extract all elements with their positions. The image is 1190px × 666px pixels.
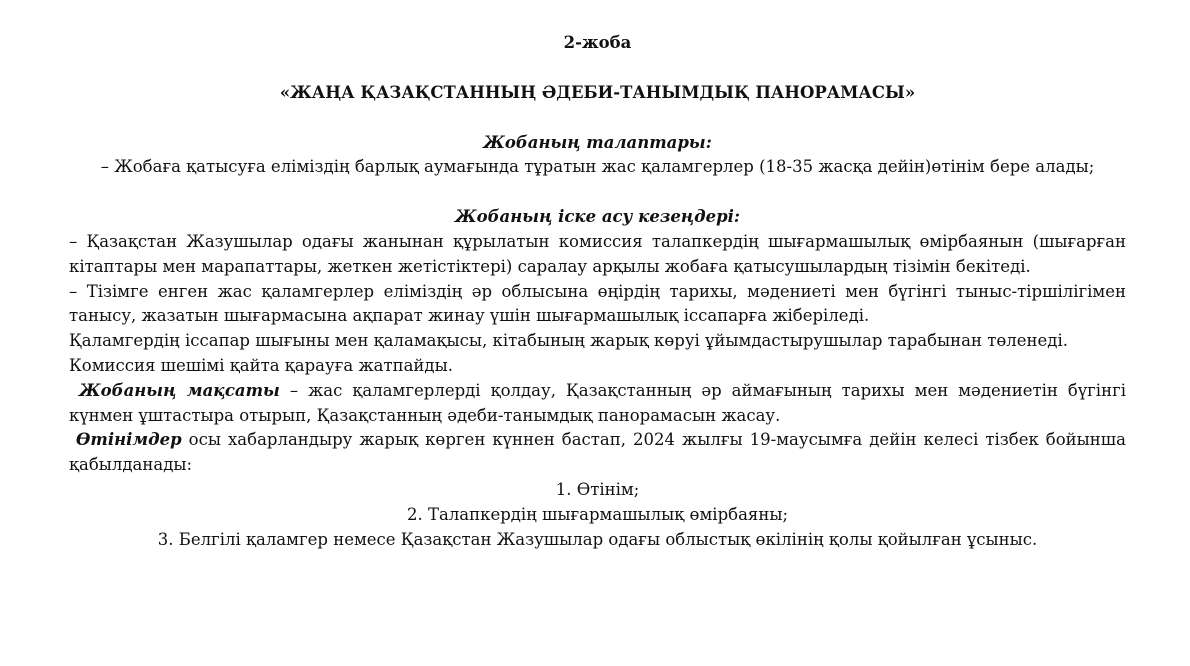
spacer bbox=[69, 180, 1126, 205]
spacer bbox=[69, 106, 1126, 131]
applications-list bbox=[69, 478, 1126, 552]
stages-heading: Жобаның іске асу кезеңдері: bbox=[454, 207, 741, 227]
spacer bbox=[69, 56, 1126, 81]
applications-paragraph bbox=[69, 428, 1126, 478]
project-number: 2-жоба bbox=[563, 33, 632, 52]
applications-label: Өтінімдер bbox=[76, 430, 182, 450]
stages-item: Қаламгердің іссапар шығыны мен қаламақысы, кітабының жарық көруі ұйымдастырушылар тарабынан төленеді. bbox=[69, 331, 1068, 351]
goal-paragraph bbox=[69, 379, 1126, 429]
list-item: 3. Белгілі қаламгер немесе Қазақстан Жазушылар одағы облыстық өкілінің қолы қойылған ұсыныс. bbox=[157, 529, 1038, 549]
list-item: 1. Өтінім; bbox=[555, 479, 640, 499]
document-title: «ЖАҢА ҚАЗАҚСТАННЫҢ ӘДЕБИ-ТАНЫМДЫҚ ПАНОРАМАСЫ» bbox=[279, 82, 916, 102]
requirements-heading: Жобаның талаптары: bbox=[483, 132, 712, 152]
stages-item: – Тізімге енген жас қаламгерлер еліміздің әр облысына өңірдің тарихы, мәдениеті мен бүгінгі тыныс-тіршілігімен танысу, жазатын шығармасына ақпарат жинау үшін шығармашылық іссапарға жіберіледі. bbox=[69, 281, 1126, 326]
applications-text: осы хабарландыру жарық көрген күннен бастап, 2024 жылғы 19-маусымға дейін келесі тізбек бойынша қабылданады: bbox=[69, 430, 1126, 475]
goal-text: – жас қаламгерлерді қолдау, Қазақстанның әр аймағының тарихы мен мәдениетін бүгінгі күнмен ұштастыра отырып, Қазақстанның әдеби-танымдық панорамасын жасау. bbox=[69, 380, 1127, 425]
list-item: 2. Талапкердің шығармашылық өмірбаяны; bbox=[406, 504, 789, 524]
requirements-item: – Жобаға қатысуға еліміздің барлық аумағында тұратын жас қаламгерлер (18-35 жасқа дейін)өтінім бере алады; bbox=[100, 157, 1095, 177]
goal-label: Жобаның мақсаты bbox=[79, 380, 280, 400]
stages-item: – Қазақстан Жазушылар одағы жанынан құрылатын комиссия талапкердің шығармашылық өмірбаянын (шығарған кітаптары мен марапаттары, жеткен жетістіктері) саралау арқылы жобаға қатысушылардың тізімін бекітеді. bbox=[69, 231, 1126, 276]
stages-item: Комиссия шешімі қайта қарауға жатпайды. bbox=[69, 355, 453, 375]
document bbox=[69, 31, 1126, 552]
